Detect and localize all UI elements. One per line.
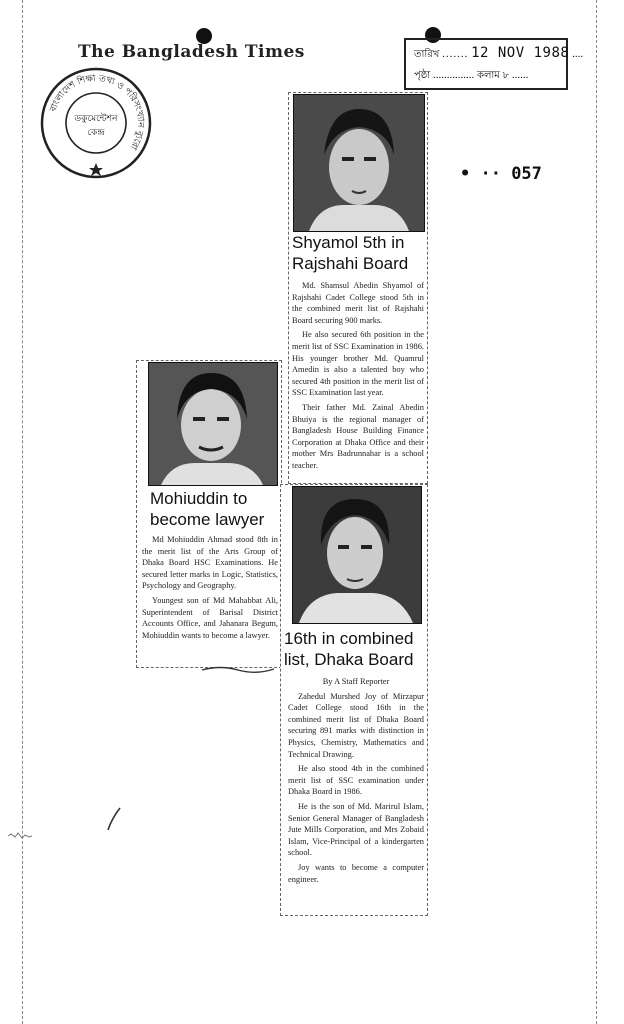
paragraph: He also secured 6th position in the merit list of SSC Examination in 1986. His younger brother Md. Quamrul Amedin is also a talented boy who secured 4th position in the merit list of SSC Examination last year. — [292, 330, 424, 398]
article-body-shyamol — [292, 280, 424, 475]
seal-inner-line-1: ডকুমেন্টেশন — [74, 114, 118, 124]
documentation-center-seal — [40, 67, 152, 179]
paragraph: Md. Shamsul Abedin Shyamol of Rajshahi Cadet College stood 5th in the combined merit list of Rajshahi Board securing 900 marks. — [292, 281, 424, 325]
seal-outer-text: বাংলাদেশ শিক্ষা তথ্য ও পরিসংখ্যান ব্যুরো — [48, 73, 146, 151]
portrait-photo-zahedul — [292, 486, 422, 624]
headline-mohiuddin: Mohiuddin to become lawyer — [150, 489, 265, 529]
headline-shyamol: Shyamol 5th in Rajshahi Board — [292, 233, 409, 273]
star-icon — [89, 163, 103, 176]
article-body-zahedul — [288, 676, 424, 888]
column-value: ৮ — [502, 70, 510, 81]
paragraph: He is the son of Md. Marirul Islam, Senior General Manager of Bangladesh Jute Mills Corporation, and Mrs Zobaid Islam, Vice-Principal of a kindergarten school. — [288, 801, 424, 858]
newspaper-masthead: The Bangladesh Times — [78, 42, 305, 62]
portrait-photo-shyamol — [293, 94, 425, 232]
seal-inner-line-2: কেন্দ্র — [87, 128, 105, 138]
page-label: পৃষ্ঠা — [414, 70, 431, 81]
right-margin-line — [596, 0, 597, 1024]
paragraph: Zahedul Murshed Joy of Mirzapur Cadet College stood 16th in the combined merit list of Dhaka Board securing 891 marks with distinction in Physics, Chemistry, Mathematics and Technical Drawing. — [288, 691, 424, 759]
date-label: তারিখ — [414, 49, 440, 60]
column-label: কলাম — [476, 70, 500, 81]
byline: By A Staff Reporter — [322, 677, 390, 686]
paragraph: Md Mohiuddin Ahmad stood 8th in the merit list of the Arts Group of Dhaka Board HSC Examinations. He secured letter marks in Logic, Statistics, Psychology and Geography. — [142, 535, 278, 591]
headline-zahedul: 16th in combined list, Dhaka Board — [284, 629, 414, 669]
paragraph: He also stood 4th in the combined merit list of SSC examination under Dhaka Board in 1986. — [288, 764, 424, 797]
portrait-photo-mohiuddin — [148, 362, 278, 486]
svg-text:বাংলাদেশ শিক্ষা তথ্য ও পরিসংখ্ — [48, 74, 145, 152]
article-body-mohiuddin — [142, 534, 278, 644]
paragraph: Joy wants to become a computer engineer. — [288, 862, 424, 884]
paragraph: Their father Md. Zainal Abedin Bhuiya is the regional manager of Bangladesh House Building Finance Corporation at Dhaka Office and their mother Mrs Badrunnahar is a school teacher. — [292, 402, 424, 470]
date-value: 12 NOV 1988 — [471, 45, 570, 61]
page-number: • ·· 057 — [460, 164, 542, 184]
date-stamp: তারিখ ....... 12 NOV 1988 .... পৃষ্ঠা ............... কলাম ৮ ...... — [404, 38, 568, 90]
underline-squiggle — [200, 664, 276, 674]
pen-mark — [104, 806, 124, 832]
left-margin-line — [22, 0, 23, 1024]
paragraph: Youngest son of Md Mahabbat Ali, Superintendent of Barisal District Accounts Office, and Jahanara Begum, Mohiuddin wants to become a lawyer. — [142, 595, 278, 640]
pen-mark — [6, 826, 46, 846]
